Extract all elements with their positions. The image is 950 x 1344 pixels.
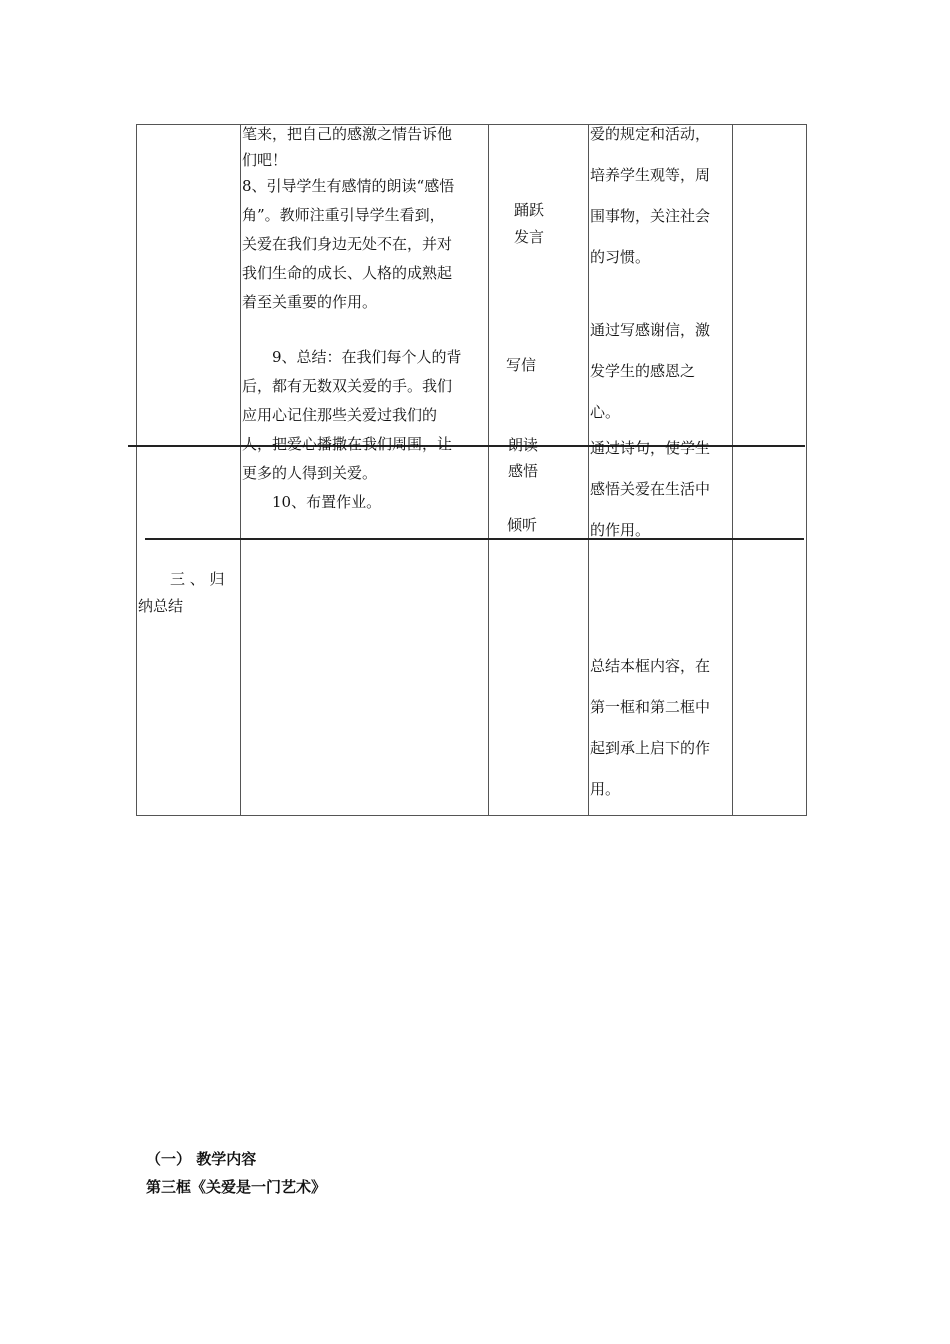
student-activity-write: 写信 xyxy=(506,356,537,374)
teacher-activity-text xyxy=(242,120,488,517)
text-line: 我们生命的成长、人格的成熟起 xyxy=(242,264,453,282)
table-divider-1 xyxy=(240,124,241,816)
text-line: 着至关重要的作用。 xyxy=(242,293,378,311)
student-activity-read: 朗读 xyxy=(508,436,539,454)
table-divider-4 xyxy=(732,124,733,816)
text-line: 发学生的感恩之 xyxy=(590,362,696,380)
text-line: 们吧！ xyxy=(242,151,288,169)
student-activity-speak-1: 踊跃 xyxy=(514,201,545,219)
text-line: 用。 xyxy=(590,780,621,798)
text-line: 起到承上启下的作 xyxy=(590,739,711,757)
design-intent-c xyxy=(590,428,710,551)
frame-title-heading: 第三框《关爱是一门艺术》 xyxy=(146,1178,327,1196)
section-label-line2: 纳总结 xyxy=(138,597,184,615)
text-line: 应用心记住那些关爱过我们的 xyxy=(242,406,438,424)
text-line: 关爱在我们身边无处不在，并对 xyxy=(242,235,453,253)
section-label-line1: 三 、 归 xyxy=(170,570,225,588)
activity-block-a xyxy=(242,120,488,317)
text-line: 通过写感谢信，激 xyxy=(590,321,711,339)
student-activity-listen: 倾听 xyxy=(507,516,538,534)
text-line: 人，把爱心播撒在我们周围，让 xyxy=(242,435,453,453)
text-line: 的习惯。 xyxy=(590,248,651,266)
table-divider-3 xyxy=(588,124,589,816)
table-divider-2 xyxy=(488,124,489,816)
text-line: 爱的规定和活动， xyxy=(590,125,711,143)
student-activity-feel: 感悟 xyxy=(508,462,539,480)
design-intent-b xyxy=(590,310,710,433)
text-line: 9、总结：在我们每个人的背 xyxy=(242,348,462,366)
text-line: 角”。教师注重引导学生看到， xyxy=(242,206,445,224)
design-intent-a xyxy=(590,114,710,278)
text-line: 的作用。 xyxy=(590,521,651,539)
table-border-right xyxy=(806,124,807,816)
text-line: 通过诗句，使学生 xyxy=(590,439,711,457)
table-border-left xyxy=(136,124,137,816)
text-line: 后，都有无数双关爱的手。我们 xyxy=(242,377,453,395)
student-activity-speak-2: 发言 xyxy=(514,228,545,246)
design-intent-d xyxy=(590,646,710,810)
text-line: 8、引导学生有感情的朗读“感悟 xyxy=(242,177,455,195)
text-line: 总结本框内容，在 xyxy=(590,657,711,675)
text-line: 培养学生观等，周 xyxy=(590,166,711,184)
text-line: 第一框和第二框中 xyxy=(590,698,711,716)
text-line: 围事物，关注社会 xyxy=(590,207,711,225)
text-line: 更多的人得到关爱。 xyxy=(242,464,378,482)
text-line: 笔来，把自己的感激之情告诉他 xyxy=(242,125,453,143)
activity-block-b xyxy=(242,343,488,517)
text-line: 10、布置作业。 xyxy=(242,493,382,511)
table-border-bottom xyxy=(136,815,807,816)
teaching-content-heading: （一） 教学内容 xyxy=(146,1150,257,1168)
text-line: 心。 xyxy=(590,403,621,421)
text-line: 感悟关爱在生活中 xyxy=(590,480,711,498)
